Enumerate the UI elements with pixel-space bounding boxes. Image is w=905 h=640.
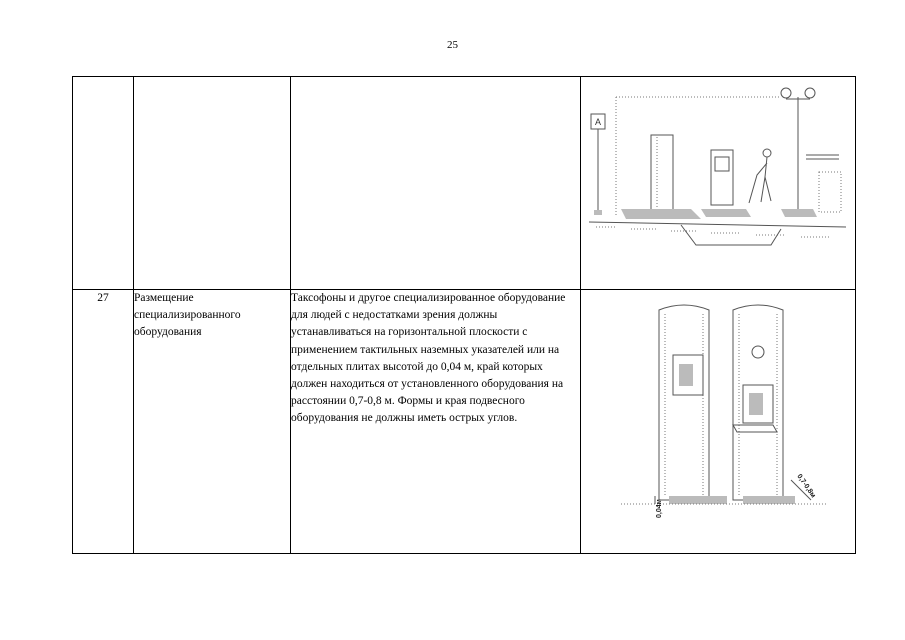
pedestrian-figure — [749, 157, 771, 203]
curb-lines — [596, 227, 831, 237]
left-booth-shading — [665, 314, 703, 496]
pavement-edge — [589, 222, 846, 227]
figure-cell — [581, 77, 856, 290]
requirements-table — [72, 76, 856, 554]
lamp-left — [781, 88, 791, 98]
right-shelf — [733, 425, 777, 432]
fence — [806, 155, 839, 159]
row-name-cell — [134, 77, 291, 290]
row-number-cell — [73, 77, 134, 290]
sign-letter: A — [594, 117, 602, 127]
row-name-cell: Размещение специализированного оборудования — [134, 290, 291, 554]
pedestrian-head — [763, 149, 771, 157]
background-structure — [819, 172, 841, 212]
tactile-paving-mid — [701, 209, 751, 217]
lamp-right — [805, 88, 815, 98]
payphone-booths-illustration — [581, 290, 855, 553]
building-outline — [616, 97, 781, 217]
sign-base — [594, 210, 602, 215]
left-base-plate — [669, 496, 727, 504]
left-payphone-handset — [679, 364, 693, 386]
right-base-plate — [743, 496, 795, 504]
distance-dimension-label: 0,7-0,8м — [795, 473, 817, 500]
table-row — [73, 77, 856, 290]
tactile-paving-right — [781, 209, 817, 217]
right-payphone-handset — [749, 393, 763, 415]
kiosk-pillar — [651, 135, 673, 215]
phone-symbol — [752, 346, 764, 358]
payphone-screen — [715, 157, 729, 171]
row-number-cell: 27 — [73, 290, 134, 554]
row-description-cell — [291, 77, 581, 290]
tactile-paving-left — [621, 209, 701, 219]
row-description-cell: Таксофоны и другое специализированное оборудование для людей с недостатками зрения должны устанавливаться на горизонтальной плоскости с применением тактильных наземных указателей или на отдельных плитах высотой до 0,04 м, край которых должен находиться от установленного оборудования на расстоянии 0,7-0,8 м. Формы и края подвесного оборудования не должны иметь острых углов. — [291, 290, 581, 554]
tactile-path-street-illustration — [581, 77, 855, 289]
table-row — [73, 290, 856, 554]
page-number: 25 — [447, 39, 458, 51]
payphone-box — [711, 150, 733, 205]
height-dimension-label: 0,04м — [656, 499, 663, 518]
left-booth — [659, 305, 709, 500]
figure-cell — [581, 290, 856, 554]
